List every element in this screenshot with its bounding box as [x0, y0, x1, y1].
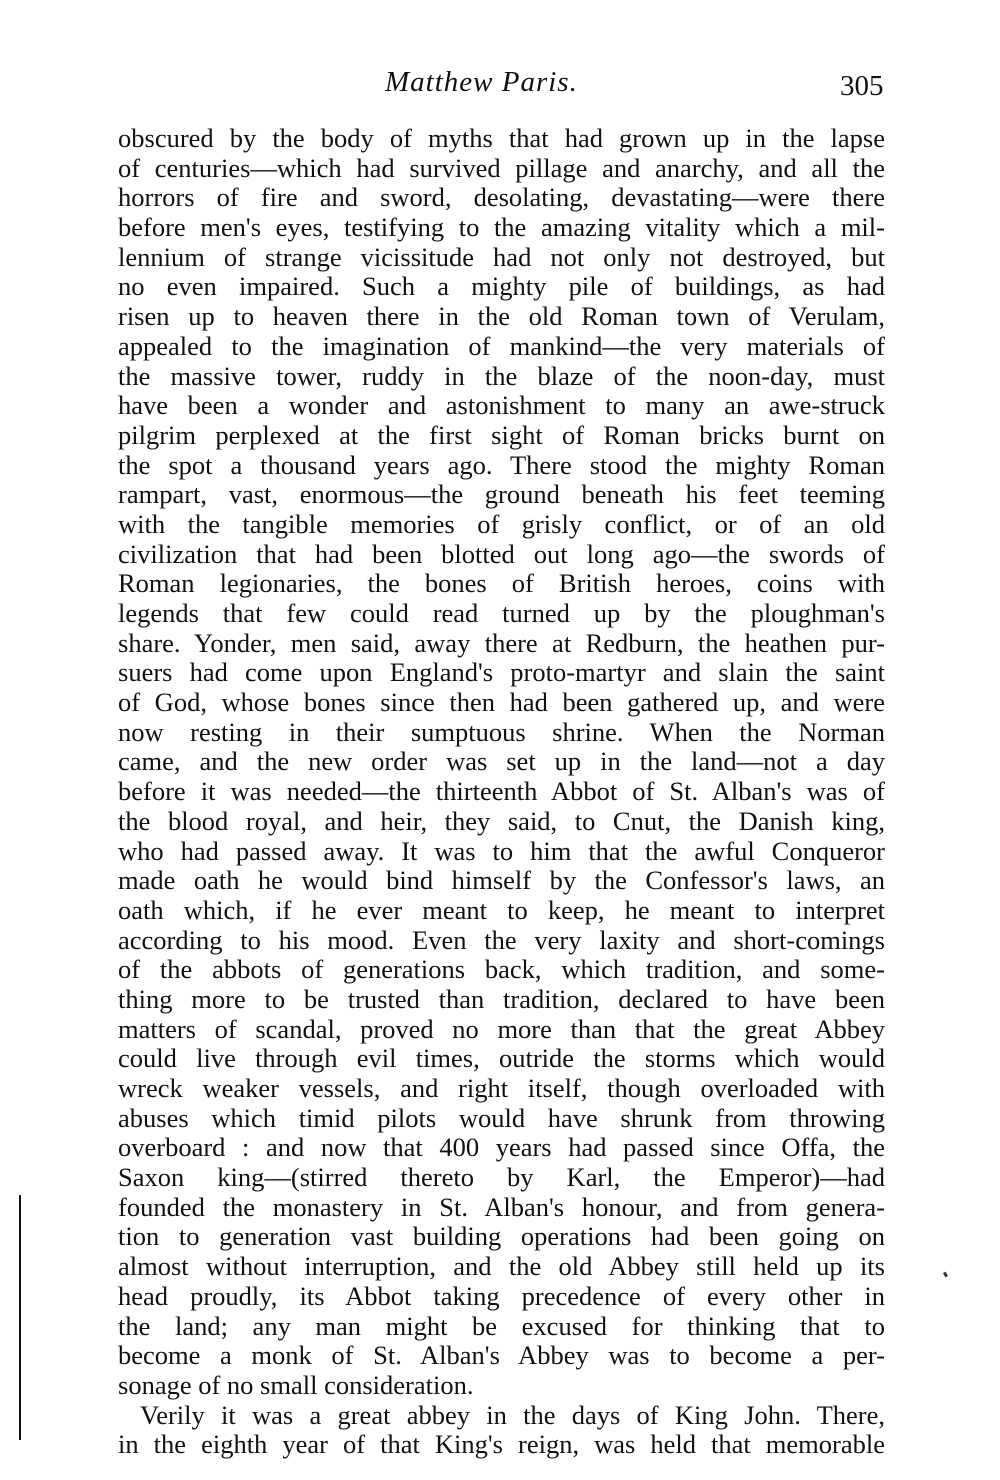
text-line: according to his mood. Even the very laxity and short-comings	[118, 925, 885, 955]
text-line: the blood royal, and heir, they said, to Cnut, the Danish king,	[118, 806, 885, 836]
page-number: 305	[840, 70, 884, 102]
text-line: become a monk of St. Alban's Abbey was to become a per-	[118, 1341, 885, 1371]
margin-rule	[19, 1195, 21, 1440]
text-line: sonage of no small consideration.	[118, 1370, 474, 1400]
text-line: Verily it was a great abbey in the days of King John. There,	[140, 1400, 885, 1430]
text-line: civilization that had been blotted out long ago—the swords of	[118, 539, 885, 569]
text-line: matters of scandal, proved no more than that the great Abbey	[118, 1014, 885, 1044]
text-line: made oath he would bind himself by the Confessor's laws, an	[118, 866, 885, 896]
text-line: in the eighth year of that King's reign, was held that memorable	[118, 1430, 885, 1460]
text-line: wreck weaker vessels, and right itself, though overloaded with	[118, 1074, 885, 1103]
text-line: before it was needed—the thirteenth Abbot of St. Alban's was of	[118, 777, 885, 807]
text-line: Roman legionaries, the bones of British heroes, coins with	[118, 569, 885, 599]
text-line: could live through evil times, outride the storms which would	[118, 1044, 885, 1074]
text-line: tion to generation vast building operations had been going on	[118, 1222, 885, 1252]
text-line: legends that few could read turned up by the ploughman's	[118, 599, 885, 628]
text-line: overboard : and now that 400 years had passed since Offa, the	[118, 1133, 885, 1163]
text-line: obscured by the body of myths that had grown up in the lapse	[118, 124, 885, 153]
text-line: Saxon king—(stirred thereto by Karl, the Emperor)—had	[118, 1163, 885, 1193]
text-line: who had passed away. It was to him that the awful Conqueror	[118, 836, 885, 866]
text-line: now resting in their sumptuous shrine. When the Norman	[118, 717, 885, 747]
text-line: came, and the new order was set up in the land—not a day	[118, 747, 885, 777]
text-line: founded the monastery in St. Alban's honour, and from genera-	[118, 1192, 885, 1222]
text-line: rampart, vast, enormous—the ground beneath his feet teeming	[118, 480, 885, 510]
text-line: appealed to the imagination of mankind—the very materials of	[118, 331, 885, 361]
text-line: no even impaired. Such a mighty pile of buildings, as had	[118, 272, 885, 302]
text-line: share. Yonder, men said, away there at Redburn, the heathen pur-	[118, 628, 885, 658]
scan-speck	[943, 1272, 948, 1278]
text-line: horrors of fire and sword, desolating, devastating—were there	[118, 183, 885, 213]
text-line: lennium of strange vicissitude had not only not destroyed, but	[118, 242, 885, 272]
text-line: of centuries—which had survived pillage and anarchy, and all the	[118, 153, 885, 183]
text-line: head proudly, its Abbot taking precedence of every other in	[118, 1281, 885, 1311]
text-line: before men's eyes, testifying to the amazing vitality which a mil-	[118, 213, 885, 243]
body-text	[118, 124, 885, 1460]
text-line: of the abbots of generations back, which tradition, and some-	[118, 955, 885, 985]
text-line: almost without interruption, and the old Abbey still held up its	[118, 1252, 885, 1282]
text-line: the spot a thousand years ago. There stood the mighty Roman	[118, 450, 885, 480]
text-line: thing more to be trusted than tradition, declared to have been	[118, 984, 885, 1014]
text-line: the massive tower, ruddy in the blaze of the noon-day, must	[118, 361, 885, 391]
text-line: risen up to heaven there in the old Roman town of Verulam,	[118, 302, 885, 332]
text-line: have been a wonder and astonishment to many an awe-struck	[118, 391, 885, 421]
text-line: suers had come upon England's proto-martyr and slain the saint	[118, 658, 885, 688]
text-line: of God, whose bones since then had been gathered up, and were	[118, 688, 885, 718]
text-line: oath which, if he ever meant to keep, he meant to interpret	[118, 895, 885, 925]
text-line: the land; any man might be excused for thinking that to	[118, 1311, 885, 1341]
running-title: Matthew Paris.	[385, 66, 578, 98]
text-line: pilgrim perplexed at the first sight of Roman bricks burnt on	[118, 420, 885, 450]
text-line: abuses which timid pilots would have shrunk from throwing	[118, 1103, 885, 1133]
text-line: with the tangible memories of grisly conflict, or of an old	[118, 509, 885, 539]
